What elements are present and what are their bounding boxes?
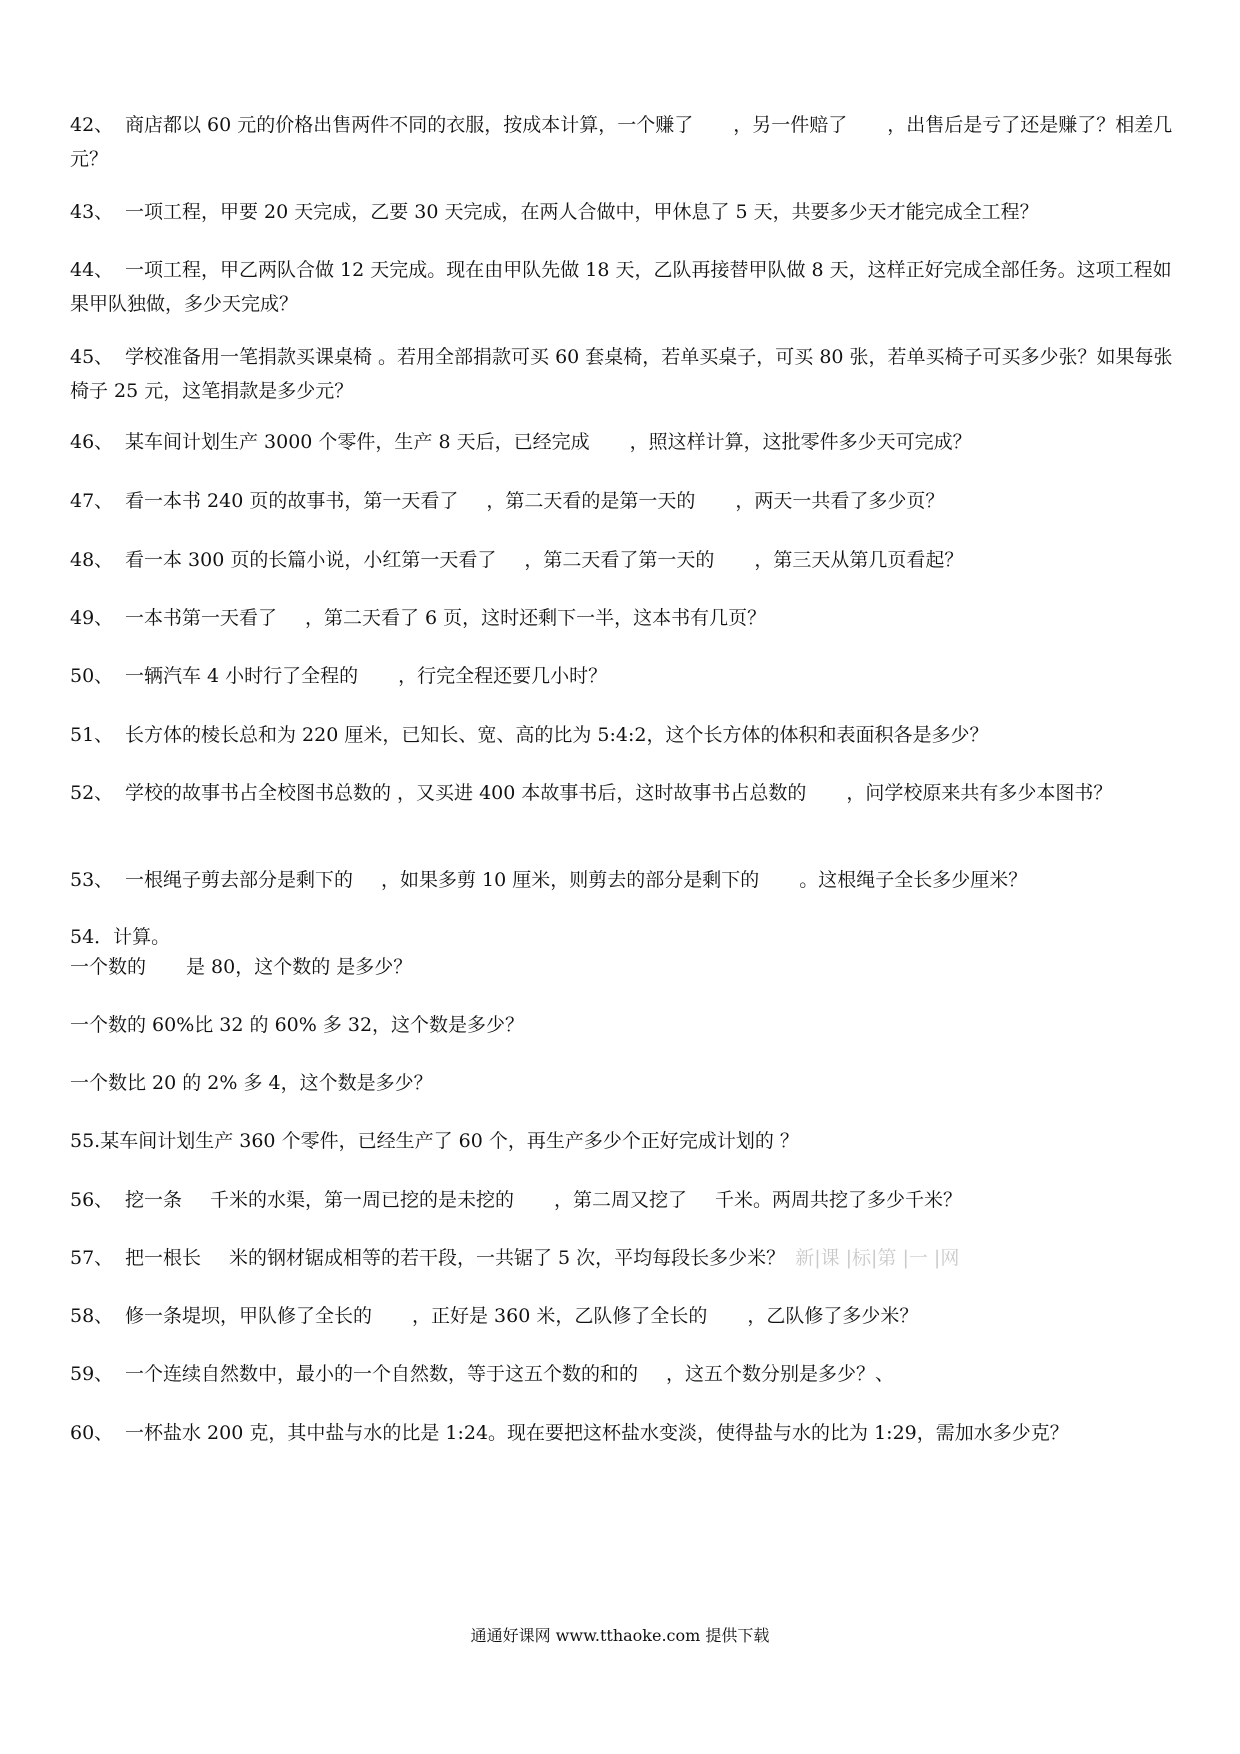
question-54-line-3: 一个数比 20 的 2% 多 4，这个数是多少？ xyxy=(70,1072,433,1094)
question-45 xyxy=(70,340,1180,408)
question-53: 53、 一根绳子剪去部分是剩下的 ，如果多剪 10 厘米，则剪去的部分是剩下的 。这根绳子全长多少厘米？ xyxy=(70,863,1180,897)
question-number: 48、 xyxy=(70,549,114,571)
question-59: 59、 一个连续自然数中，最小的一个自然数，等于这五个数的和的 ，这五个数分别是多少？、 xyxy=(70,1357,1180,1391)
question-55 xyxy=(70,1124,1180,1158)
question-text: 一辆汽车 4 小时行了全程的 xyxy=(125,665,359,687)
question-number: 57、 xyxy=(70,1247,114,1269)
question-47: 47、 看一本书 240 页的故事书，第一天看了 ，第二天看的是第一天的 ，两天一共看了多少页？ xyxy=(70,484,1180,518)
question-number: 49、 xyxy=(70,607,114,629)
question-text: 一项工程，甲乙两队合做 12 天完成。现在由甲队先做 18 天，乙队再接替甲队做 8 天，这样正好完成全部任务。这项工程如果甲队独做，多少天完成？ xyxy=(70,259,1172,315)
question-text: 一根绳子剪去部分是剩下的 xyxy=(125,869,354,891)
question-51 xyxy=(70,718,1180,752)
question-text: 某车间计划生产 3000 个零件，生产 8 天后，已经完成 xyxy=(125,431,590,453)
question-number: 43、 xyxy=(70,201,114,223)
question-42: 42、 商店都以 60 元的价格出售两件不同的衣服，按成本计算，一个赚了 ，另一件赔了 ，出售后是亏了还是赚了？相差几元？ xyxy=(70,108,1180,176)
question-54-line-1: 一个数的 是 80，这个数的 是多少？ xyxy=(70,956,413,978)
question-50: 50、 一辆汽车 4 小时行了全程的 ，行完全程还要几小时？ xyxy=(70,659,1180,693)
question-text: 学校准备用一笔捐款买课桌椅 。若用全部捐款可买 60 套桌椅，若单买桌子，可买 80 张，若单买椅子可买多少张？如果每张椅子 25 元，这笔捐款是多少元？ xyxy=(70,346,1173,402)
question-58: 58、 修一条堤坝，甲队修了全长的 ，正好是 360 米，乙队修了全长的 ，乙队修了多少米？ xyxy=(70,1299,1180,1333)
question-number: 56、 xyxy=(70,1189,114,1211)
question-number: 60、 xyxy=(70,1422,114,1444)
question-text: 一个连续自然数中，最小的一个自然数，等于这五个数的和的 xyxy=(125,1363,639,1385)
question-57: 57、 把一根长 米的钢材锯成相等的若干段，一共锯了 5 次，平均每段长多少米？ 新|课 |标|第 |一 |网 xyxy=(70,1241,1180,1275)
question-number: 53、 xyxy=(70,869,114,891)
question-52: 52、 学校的故事书占全校图书总数的 ，又买进 400 本故事书后，这时故事书占总数的 ，问学校原来共有多少本图书？ xyxy=(70,776,1180,810)
question-49: 49、 一本书第一天看了 ，第二天看了 6 页，这时还剩下一半，这本书有几页？ xyxy=(70,601,1180,635)
question-text: 一本书第一天看了 xyxy=(125,607,278,629)
question-number: 52、 xyxy=(70,782,114,804)
question-text: 挖一条 xyxy=(125,1189,183,1211)
question-46: 46、 某车间计划生产 3000 个零件，生产 8 天后，已经完成 ，照这样计算，这批零件多少天可完成？ xyxy=(70,425,1180,459)
question-text: 某车间计划生产 360 个零件，已经生产了 60 个，再生产多少个正好完成计划的 ？ xyxy=(100,1130,799,1152)
question-text: 看一本书 240 页的故事书，第一天看了 xyxy=(125,490,459,512)
watermark-text: 新|课 |标|第 |一 |网 xyxy=(795,1247,960,1269)
question-number: 47、 xyxy=(70,490,114,512)
question-text: 商店都以 60 元的价格出售两件不同的衣服，按成本计算，一个赚了 xyxy=(125,114,694,136)
question-48: 48、 看一本 300 页的长篇小说，小红第一天看了 ，第二天看了第一天的 ，第三天从第几页看起？ xyxy=(70,543,1180,577)
question-text: 长方体的棱长总和为 220 厘米，已知长、宽、高的比为 5:4:2，这个长方体的体积和表面积各是多少？ xyxy=(125,724,989,746)
question-number: 51、 xyxy=(70,724,114,746)
question-number: 45、 xyxy=(70,346,114,368)
question-text: 修一条堤坝，甲队修了全长的 xyxy=(125,1305,373,1327)
question-text: 一项工程，甲要 20 天完成，乙要 30 天完成，在两人合做中，甲休息了 5 天，共要多少天才能完成全工程？ xyxy=(125,201,1039,223)
question-43 xyxy=(70,195,1180,229)
question-text: 学校的故事书占全校图书总数的 ，又买进 400 本故事书后，这时故事书占总数的 xyxy=(125,782,807,804)
question-56: 56、 挖一条 千米的水渠，第一周已挖的是未挖的 ，第二周又挖了 千米。两周共挖了多少千米？ xyxy=(70,1183,1180,1217)
question-60 xyxy=(70,1416,1180,1450)
question-text: 把一根长 xyxy=(125,1247,202,1269)
question-text: 一杯盐水 200 克，其中盐与水的比是 1:24。现在要把这杯盐水变淡，使得盐与水的比为 1:29，需加水多少克？ xyxy=(125,1422,1069,1444)
question-number: 46、 xyxy=(70,431,114,453)
page-footer: 通通好课网 www.tthaoke.com 提供下载 xyxy=(470,1626,770,1645)
question-text: 看一本 300 页的长篇小说，小红第一天看了 xyxy=(125,549,497,571)
question-number: 58、 xyxy=(70,1305,114,1327)
question-54-title: 54．计算。 xyxy=(70,926,171,948)
question-number: 50、 xyxy=(70,665,114,687)
question-54-line-2: 一个数的 60%比 32 的 60% 多 32，这个数是多少？ xyxy=(70,1014,525,1036)
question-number: 59、 xyxy=(70,1363,114,1385)
question-number: 42、 xyxy=(70,114,114,136)
question-44 xyxy=(70,253,1180,321)
question-number: 44、 xyxy=(70,259,114,281)
question-number: 55. xyxy=(70,1130,101,1152)
